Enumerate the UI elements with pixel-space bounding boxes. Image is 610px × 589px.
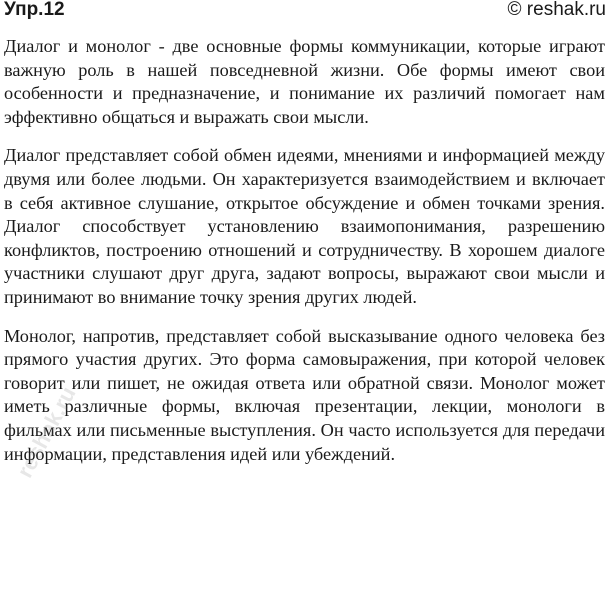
copyright-label: © reshak.ru bbox=[507, 0, 606, 20]
exercise-title: Упр.12 bbox=[4, 0, 65, 20]
paragraph-dialog: Диалог представляет собой обмен идеями, мнениями и информацией между двумя или более людьми. Он характеризуется взаимодействием и включает в себя активное слушание, открытое обсуждение и обмен точками зрения. Диалог способствует установлению взаимопонимания, разрешению конфликтов, построению отношений и сотрудничеству. В хорошем диалоге участники слушают друг друга, задают вопросы, выражают свои мысли и принимают во внимание точку зрения других людей. bbox=[4, 145, 605, 307]
watermark: reshak.ru bbox=[12, 382, 81, 482]
page-header bbox=[0, 0, 610, 26]
paragraph-intro: Диалог и монолог - две основные формы коммуникации, которые играют важную роль в нашей повседневной жизни. Обе формы имеют свои особенности и предназначение, и понимание их различий помогает нам эффективно общаться и выражать свои мысли. bbox=[4, 36, 605, 127]
text-body bbox=[4, 35, 605, 481]
paragraph-monolog: Монолог, напротив, представляет собой высказывание одного человека без прямого участия других. Это форма самовыражения, при которой человек говорит или пишет, не ожидая ответа или обратной связи. Монолог может иметь различные формы, включая презентации, лекции, монологи в фильмах или письменные выступления. Он часто используется для передачи информации, представления идей или убеждений. bbox=[4, 325, 605, 464]
